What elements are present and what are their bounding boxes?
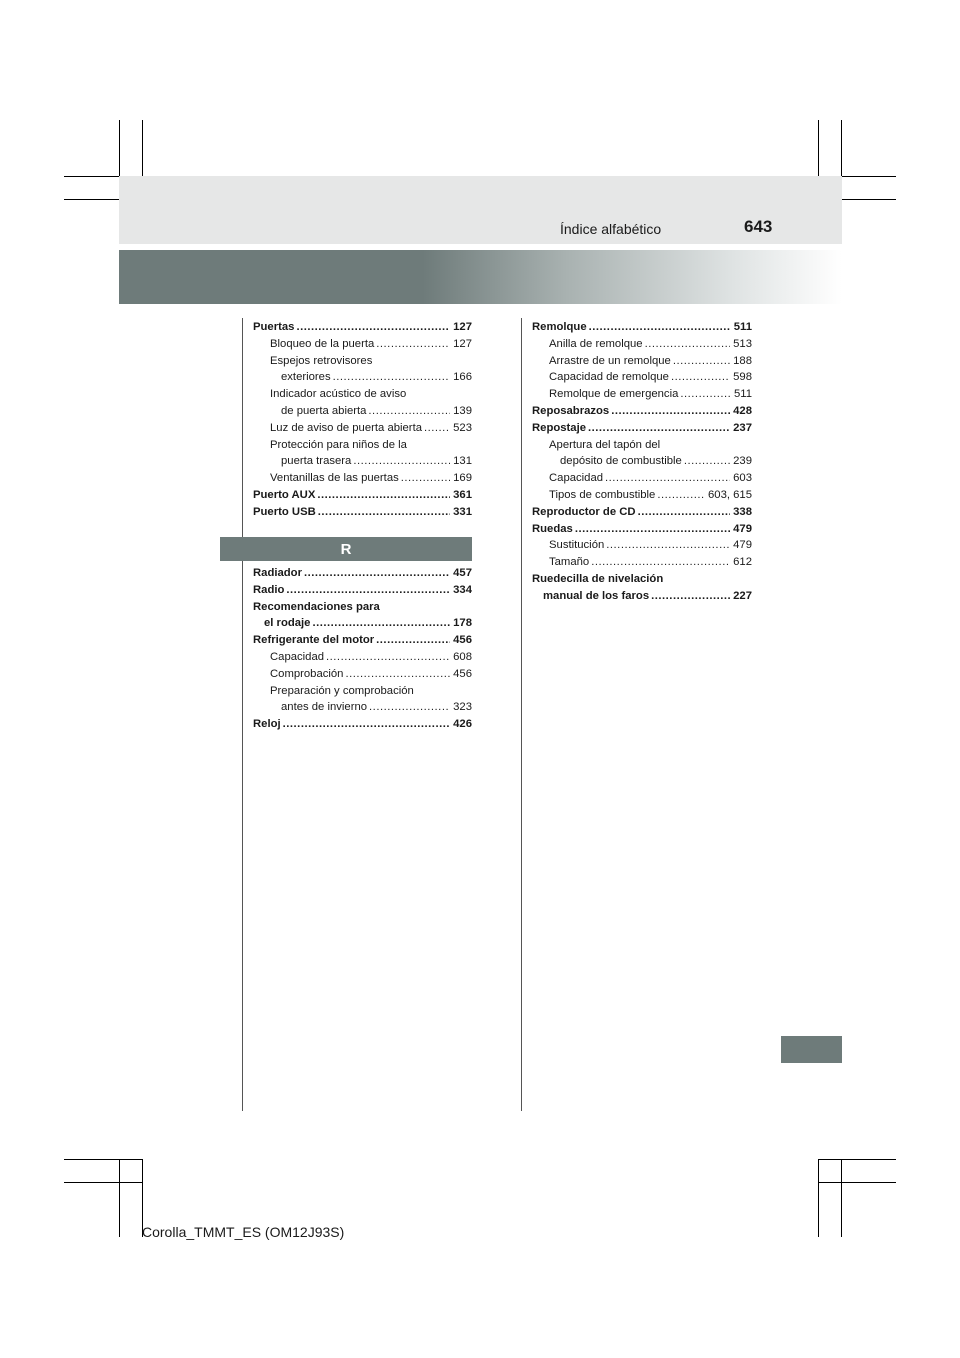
dot-leader bbox=[286, 582, 450, 599]
dot-leader bbox=[317, 487, 450, 504]
dot-leader bbox=[611, 403, 730, 420]
index-entry bbox=[253, 470, 472, 487]
index-entry-page: 334 bbox=[453, 583, 472, 596]
index-entry bbox=[532, 353, 752, 370]
index-entry bbox=[253, 487, 472, 504]
dot-leader bbox=[575, 521, 730, 538]
index-entry bbox=[532, 571, 752, 588]
crop-mark bbox=[818, 1182, 896, 1183]
index-entry-page: 169 bbox=[453, 472, 472, 485]
index-entry-label: el rodaje bbox=[264, 617, 311, 630]
index-entry bbox=[532, 369, 752, 386]
index-entry-page: 513 bbox=[733, 337, 752, 350]
dot-leader bbox=[645, 336, 731, 353]
dot-leader bbox=[312, 615, 450, 632]
index-entry bbox=[253, 319, 472, 336]
index-entry-label: Tipos de combustible bbox=[549, 488, 656, 501]
index-entry-page: 426 bbox=[453, 718, 472, 731]
index-entry bbox=[532, 537, 752, 554]
header-gradient-band bbox=[119, 250, 842, 304]
index-entry bbox=[532, 588, 752, 605]
index-entry-label: Apertura del tapón del bbox=[549, 438, 661, 451]
crop-mark bbox=[119, 1159, 120, 1237]
index-entry-label: Tamaño bbox=[549, 556, 590, 569]
page-title: Índice alfabético bbox=[560, 221, 662, 237]
index-entry-label: antes de invierno bbox=[281, 701, 368, 714]
index-entry bbox=[532, 437, 752, 454]
index-entry-label: Refrigerante del motor bbox=[253, 634, 375, 647]
page-number: 643 bbox=[744, 217, 773, 236]
index-entry-label: Reposabrazos bbox=[532, 404, 610, 417]
index-entry bbox=[253, 699, 472, 716]
index-entry bbox=[253, 582, 472, 599]
index-entry-label: Recomendaciones para bbox=[253, 600, 380, 613]
crop-mark bbox=[64, 1159, 142, 1160]
index-entry-page: 227 bbox=[733, 589, 752, 602]
index-entry-label: Repostaje bbox=[532, 421, 586, 434]
index-entry bbox=[532, 420, 752, 437]
dot-leader bbox=[605, 470, 730, 487]
index-entry-label: Arrastre de un remolque bbox=[549, 354, 671, 367]
index-entry bbox=[532, 487, 752, 504]
dot-leader bbox=[638, 504, 731, 521]
index-entry-page: 523 bbox=[453, 421, 472, 434]
index-entry bbox=[253, 565, 472, 582]
index-entry bbox=[532, 504, 752, 521]
index-entry-page: 428 bbox=[733, 404, 752, 417]
dot-leader bbox=[588, 420, 730, 437]
index-entry-label: Puerto USB bbox=[253, 505, 316, 518]
index-entry-page: 338 bbox=[733, 505, 752, 518]
index-entry bbox=[253, 369, 472, 386]
dot-leader bbox=[296, 319, 450, 336]
dot-leader bbox=[304, 565, 450, 582]
index-entry-page: 603, 615 bbox=[708, 488, 752, 501]
index-entry-label: Ruedas bbox=[532, 522, 573, 535]
index-entry-page: 178 bbox=[453, 617, 472, 630]
index-entry-label: Anilla de remolque bbox=[549, 337, 643, 350]
thumb-index-tab bbox=[781, 1036, 842, 1063]
index-entry-label: Ruedecilla de nivelación bbox=[532, 572, 664, 585]
index-column-right bbox=[532, 319, 752, 605]
dot-leader bbox=[333, 369, 451, 386]
index-entry-label: Bloqueo de la puerta bbox=[270, 337, 375, 350]
dot-leader bbox=[368, 403, 450, 420]
index-entry-page: 456 bbox=[453, 634, 472, 647]
index-entry bbox=[253, 353, 472, 370]
index-entry-page: 131 bbox=[453, 455, 472, 468]
index-entry-page: 237 bbox=[733, 421, 752, 434]
index-entry-label: Luz de aviso de puerta abierta bbox=[270, 421, 422, 434]
index-entry bbox=[532, 453, 752, 470]
dot-leader bbox=[353, 453, 450, 470]
header-band bbox=[119, 176, 842, 244]
dot-leader bbox=[684, 453, 730, 470]
dot-leader bbox=[401, 470, 450, 487]
index-entry-label: manual de los faros bbox=[543, 589, 650, 602]
dot-leader bbox=[376, 336, 450, 353]
index-entry-label: Sustitución bbox=[549, 539, 605, 552]
index-entry-page: 511 bbox=[733, 388, 752, 401]
index-entry-label: Remolque bbox=[532, 321, 587, 333]
index-entry bbox=[532, 554, 752, 571]
index-entry-label: Radio bbox=[253, 583, 285, 596]
index-entry-label: Puerto AUX bbox=[253, 488, 316, 501]
index-entry-page: 361 bbox=[453, 488, 472, 501]
index-entry bbox=[253, 420, 472, 437]
index-entry-page: 608 bbox=[453, 650, 472, 663]
index-entry-page: 598 bbox=[733, 371, 752, 384]
dot-leader bbox=[651, 588, 730, 605]
index-entry bbox=[253, 386, 472, 403]
dot-leader bbox=[589, 319, 731, 336]
index-entry-label: Protección para niños de la bbox=[270, 438, 407, 451]
index-entry bbox=[253, 632, 472, 649]
dot-leader bbox=[369, 699, 450, 716]
index-entry-label: Comprobación bbox=[270, 667, 344, 680]
crop-mark bbox=[64, 1182, 142, 1183]
index-entry bbox=[253, 437, 472, 454]
index-entry-label: Capacidad bbox=[549, 472, 604, 485]
column-rule-left bbox=[242, 318, 243, 1111]
dot-leader bbox=[424, 420, 450, 437]
dot-leader bbox=[318, 504, 450, 521]
dot-leader bbox=[671, 369, 730, 386]
index-entry bbox=[253, 403, 472, 420]
index-entry bbox=[253, 716, 472, 733]
crop-mark bbox=[818, 1159, 896, 1160]
index-entry bbox=[532, 521, 752, 538]
index-entry-label: depósito de combustible bbox=[560, 455, 682, 468]
index-entry-page: 331 bbox=[453, 505, 472, 518]
crop-mark bbox=[818, 1159, 819, 1237]
dot-leader bbox=[376, 632, 450, 649]
index-entry-label: Ventanillas de las puertas bbox=[270, 472, 399, 485]
index-entry bbox=[532, 336, 752, 353]
index-entry bbox=[253, 683, 472, 700]
index-entry-label: Puertas bbox=[253, 321, 295, 333]
index-entry-page: 479 bbox=[733, 522, 752, 535]
index-entry-page: 127 bbox=[453, 337, 472, 350]
index-entry-page: 127 bbox=[453, 321, 472, 333]
dot-leader bbox=[657, 487, 705, 504]
crop-mark bbox=[841, 1159, 842, 1237]
index-entry-label: Remolque de emergencia bbox=[549, 388, 679, 401]
index-entry bbox=[532, 403, 752, 420]
dot-leader bbox=[680, 386, 731, 403]
dot-leader bbox=[673, 353, 730, 370]
index-entry-label: Radiador bbox=[253, 567, 302, 579]
index-entry bbox=[253, 599, 472, 616]
index-entry-page: 603 bbox=[733, 472, 752, 485]
index-entry-page: 612 bbox=[733, 556, 752, 569]
index-entry-label: Reproductor de CD bbox=[532, 505, 636, 518]
index-entry bbox=[253, 336, 472, 353]
index-entry-page: 457 bbox=[453, 567, 472, 579]
index-entry bbox=[532, 470, 752, 487]
index-entry-page: 323 bbox=[453, 701, 472, 714]
index-entry-page: 511 bbox=[733, 321, 752, 333]
index-entry bbox=[253, 453, 472, 470]
index-entry-label: de puerta abierta bbox=[281, 404, 367, 417]
index-entry bbox=[532, 386, 752, 403]
index-entry bbox=[532, 319, 752, 336]
dot-leader bbox=[345, 666, 450, 683]
column-rule-middle bbox=[521, 318, 522, 1111]
index-entry-label: Reloj bbox=[253, 718, 281, 731]
index-entry bbox=[253, 666, 472, 683]
dot-leader bbox=[326, 649, 450, 666]
index-entry bbox=[253, 504, 472, 521]
footer-document-id: Corolla_TMMT_ES (OM12J93S) bbox=[142, 1224, 345, 1240]
index-entry-page: 188 bbox=[733, 354, 752, 367]
dot-leader bbox=[606, 537, 730, 554]
index-entry-page: 479 bbox=[733, 539, 752, 552]
index-entry-page: 239 bbox=[733, 455, 752, 468]
index-entry-page: 139 bbox=[453, 404, 472, 417]
index-entry-label: exteriores bbox=[281, 371, 331, 384]
index-column-left bbox=[253, 319, 472, 521]
dot-leader bbox=[283, 716, 451, 733]
index-entry bbox=[253, 649, 472, 666]
dot-leader bbox=[591, 554, 730, 571]
index-entry-label: Capacidad bbox=[270, 650, 325, 663]
index-entry-label: puerta trasera bbox=[281, 455, 352, 468]
index-column-left-r bbox=[253, 565, 472, 733]
index-entry-label: Capacidad de remolque bbox=[549, 371, 669, 384]
index-entry-page: 166 bbox=[453, 371, 472, 384]
index-entry-page: 456 bbox=[453, 667, 472, 680]
index-entry-label: Espejos retrovisores bbox=[270, 354, 373, 367]
index-entry-label: Indicador acústico de aviso bbox=[270, 388, 407, 401]
section-header-r: R bbox=[220, 537, 472, 561]
index-entry-label: Preparación y comprobación bbox=[270, 684, 414, 697]
index-entry bbox=[253, 615, 472, 632]
